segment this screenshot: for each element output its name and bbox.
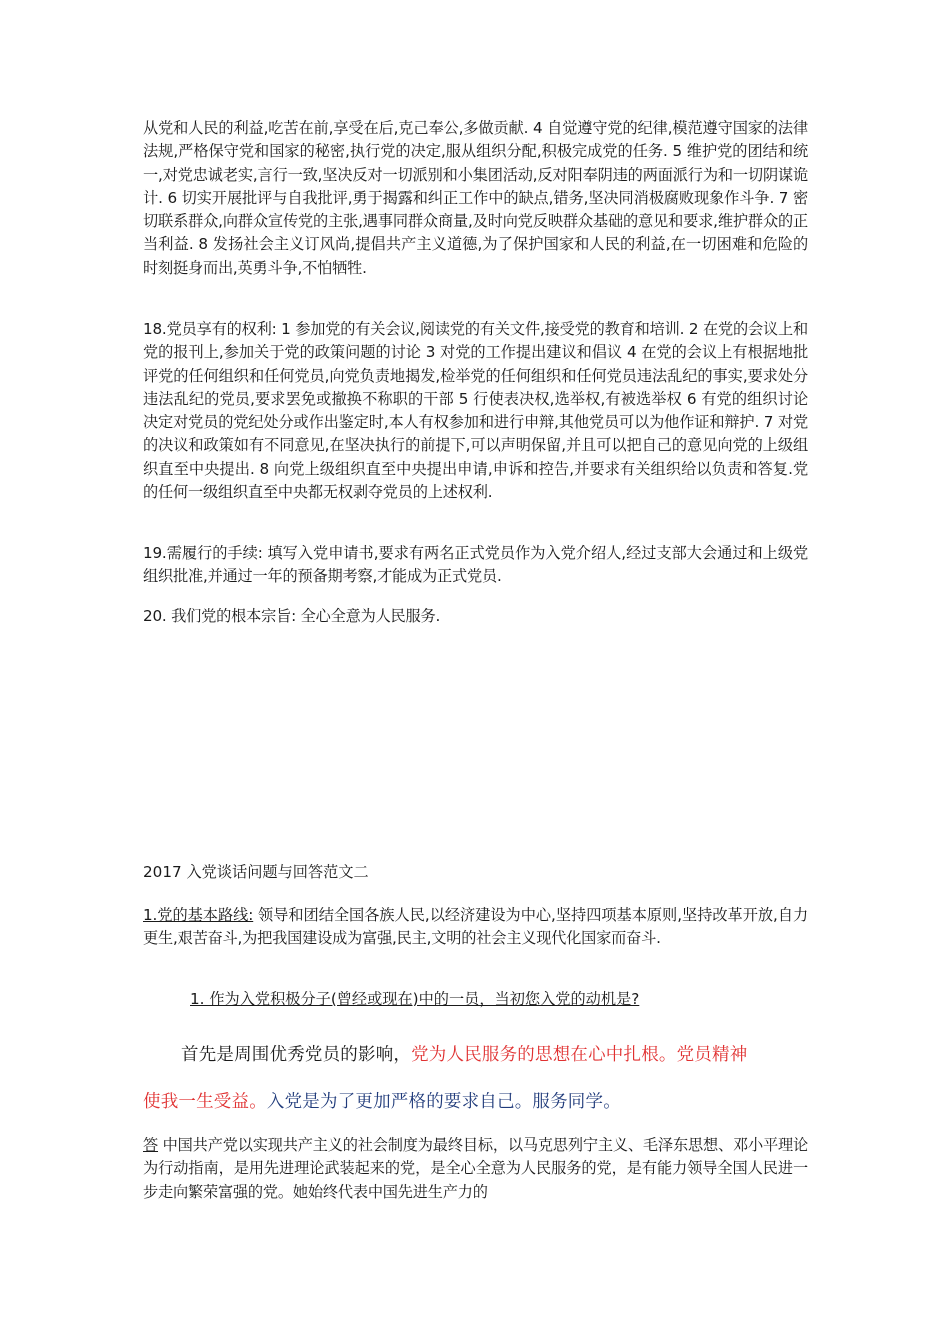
answer-blue-text: 入党是为了更加严格的要求自己。服务同学。 [266, 1092, 621, 1112]
paragraph-basic-line [143, 904, 808, 951]
answer-line-2 [143, 1088, 808, 1113]
basic-line-text: 领导和团结全国各族人民,以经济建设为中心,坚持四项基本原则,坚持改革开放,自力更生,艰苦奋斗,为把我国建设成为富强,民主,文明的社会主义现代化国家而奋斗. [143, 906, 809, 948]
paragraph-member-rights: 18.党员享有的权利: 1 参加党的有关会议,阅读党的有关文件,接受党的教育和培训. 2 在党的会议上和党的报刊上,参加关于党的政策问题的讨论 3 对党的工作提出建议和倡议 4 在党的会议上有根据地批评党的任何组织和任何党员,向党负责地揭发,检举党的任何组织和任何党员违法乱纪的事实,要求处分违法乱纪的党员,要求罢免或撤换不称职的干部 5 行使表决权,选举权,有被选举权 6 有党的组织讨论决定对党员的党纪处分或作出鉴定时,本人有权参加和进行申辩,其他党员可以为他作证和辩护. 7 对党的决议和政策如有不同意见,在坚决执行的前提下,可以声明保留,并且可以把自己的意见向党的上级组织直至中央提出. 8 向党上级组织直至中央提出申请,申诉和控告,并要求有关组织给以负责和答复.党的任何一级组织直至中央都无权剥夺党员的上述权利. [143, 320, 808, 502]
answer-red-text-2: 使我一生受益。 [143, 1092, 267, 1112]
answer-red-text-1: 党为人民服务的思想在心中扎根。党员精神 [411, 1045, 748, 1065]
answer-text: 中国共产党以实现共产主义的社会制度为最终目标，以马克思列宁主义、毛泽东思想、邓小平理论为行动指南，是用先进理论武装起来的党，是全心全意为人民服务的党，是有能力领导全国人民进一步走向繁荣富强的党。她始终代表中国先进生产力的 [143, 1136, 808, 1201]
paragraph-answer [143, 1134, 808, 1204]
answer-line-1 [143, 1041, 808, 1066]
basic-line-label: 1.党的基本路线: [143, 906, 254, 924]
answer-black-text: 首先是周围优秀党员的影响， [181, 1045, 412, 1065]
interview-question: 1. 作为入党积极分子(曾经或现在)中的一员，当初您入党的动机是? [190, 990, 640, 1008]
paragraph-party-duties: 从党和人民的利益,吃苦在前,享受在后,克己奉公,多做贡献. 4 自觉遵守党的纪律,模范遵守国家的法律法规,严格保守党和国家的秘密,执行党的决定,服从组织分配,积极完成党的任务. 5 维护党的团结和统一,对党忠诚老实,言行一致,坚决反对一切派别和小集团活动,反对阳奉阴违的两面派行为和一切阴谋诡计. 6 切实开展批评与自我批评,勇于揭露和纠正工作中的缺点,错务,坚决同消极腐败现象作斗争. 7 密切联系群众,向群众宣传党的主张,遇事同群众商量,及时向党反映群众基础的意见和要求,维护群众的正当利益. 8 发扬社会主义订风尚,提倡共产主义道德,为了保护国家和人民的利益,在一切困难和危险的时刻挺身而出,英勇斗争,不怕牺牲. [143, 119, 808, 277]
paragraph-fundamental-purpose: 20. 我们党的根本宗旨: 全心全意为人民服务. [143, 607, 441, 625]
paragraph-procedures: 19.需履行的手续: 填写入党申请书,要求有两名正式党员作为入党介绍人,经过支部大会通过和上级党组织批准,并通过一年的预备期考察,才能成为正式党员. [143, 544, 808, 586]
answer-label: 答 [143, 1136, 159, 1154]
section-heading: 2017 入党谈话问题与回答范文二 [143, 863, 369, 881]
